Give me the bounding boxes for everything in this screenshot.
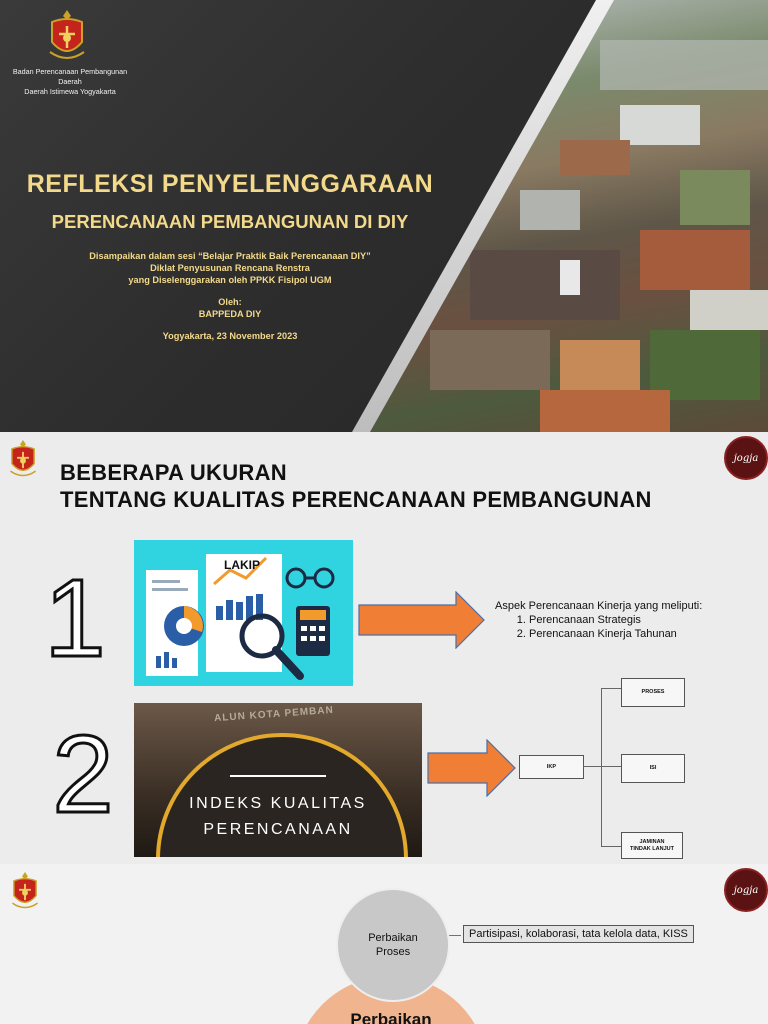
aspek-item: 1. Perencanaan Strategis <box>529 613 755 627</box>
diy-emblem-icon <box>44 8 90 66</box>
circle-line2: Proses <box>375 946 411 958</box>
title-slide <box>0 0 768 432</box>
session-line1: Disampaikan dalam sesi “Belajar Praktik Baik Perencanaan DIY” <box>89 251 371 261</box>
slide-heading-line1: BEBERAPA UKURAN <box>60 460 287 485</box>
agency-name <box>8 67 132 97</box>
tree-connector <box>601 688 602 846</box>
item-number-2: 2 <box>52 713 114 836</box>
tree-connector <box>583 766 601 767</box>
aspek-title: Aspek Perencanaan Kinerja yang meliputi: <box>495 600 703 612</box>
presentation-date: Yogyakarta, 23 November 2023 <box>162 331 298 341</box>
perbaikan-circle-large-text: Perbaikan <box>350 1010 432 1024</box>
tree-node-ikp: IKP <box>519 755 584 779</box>
jogja-badge-icon: jogja <box>724 436 768 480</box>
ikp-image <box>134 703 422 857</box>
slide-heading-line2: TENTANG KUALITAS PERENCANAAN PEMBANGUNAN <box>60 487 652 512</box>
slide-subtitle: PERENCANAAN PEMBANGUNAN DI DIY <box>51 211 409 232</box>
session-line3: yang Diselenggarakan oleh PPKK Fisipol UGM <box>128 275 332 285</box>
improvement-slide <box>0 864 768 1024</box>
session-line2: Diklat Penyusunan Rencana Renstra <box>150 263 310 273</box>
ikp-title-line1: INDEKS KUALITAS <box>189 795 367 812</box>
tree-connector <box>601 846 621 847</box>
arrow-right-icon <box>427 739 517 797</box>
tree-connector <box>601 766 621 767</box>
ikp-divider <box>230 775 326 777</box>
slide-title: REFLEKSI PENYELENGGARAAN <box>26 170 434 198</box>
tree-connector <box>601 688 621 689</box>
diy-emblem-icon <box>6 438 40 482</box>
quality-measures-slide <box>0 432 768 864</box>
session-info <box>30 250 430 286</box>
perbaikan-proses-circle <box>336 888 450 1002</box>
aspek-item: 2. Perencanaan Kinerja Tahunan <box>529 627 755 641</box>
lakip-label: LAKIP <box>224 558 260 572</box>
aspek-list <box>495 599 755 641</box>
arrow-right-icon <box>358 591 486 649</box>
presenter-name: BAPPEDA DIY <box>198 309 262 319</box>
lakip-illustration <box>134 540 353 686</box>
proses-callout: Partisipasi, kolaborasi, tata kelola data, KISS <box>463 925 694 943</box>
agency-line2: Daerah Istimewa Yogyakarta <box>24 87 116 96</box>
tree-node-jaminan: JAMINAN TINDAK LANJUT <box>621 832 683 859</box>
jogja-badge-icon: jogja <box>724 868 768 912</box>
item-number-1: 1 <box>44 557 106 680</box>
circle-line1: Perbaikan <box>368 932 418 944</box>
gate-sign-text: ALUN KOTA PEMBAN <box>213 704 335 725</box>
tree-node-proses: PROSES <box>621 678 685 707</box>
tree-node-isi: ISI <box>621 754 685 783</box>
ikp-title-line2: PERENCANAAN <box>203 821 353 838</box>
diy-emblem-icon <box>8 870 42 914</box>
agency-line1: Badan Perencanaan Pembangunan Daerah <box>12 67 128 86</box>
by-label: Oleh: <box>218 297 242 307</box>
presenter-info <box>30 296 430 320</box>
